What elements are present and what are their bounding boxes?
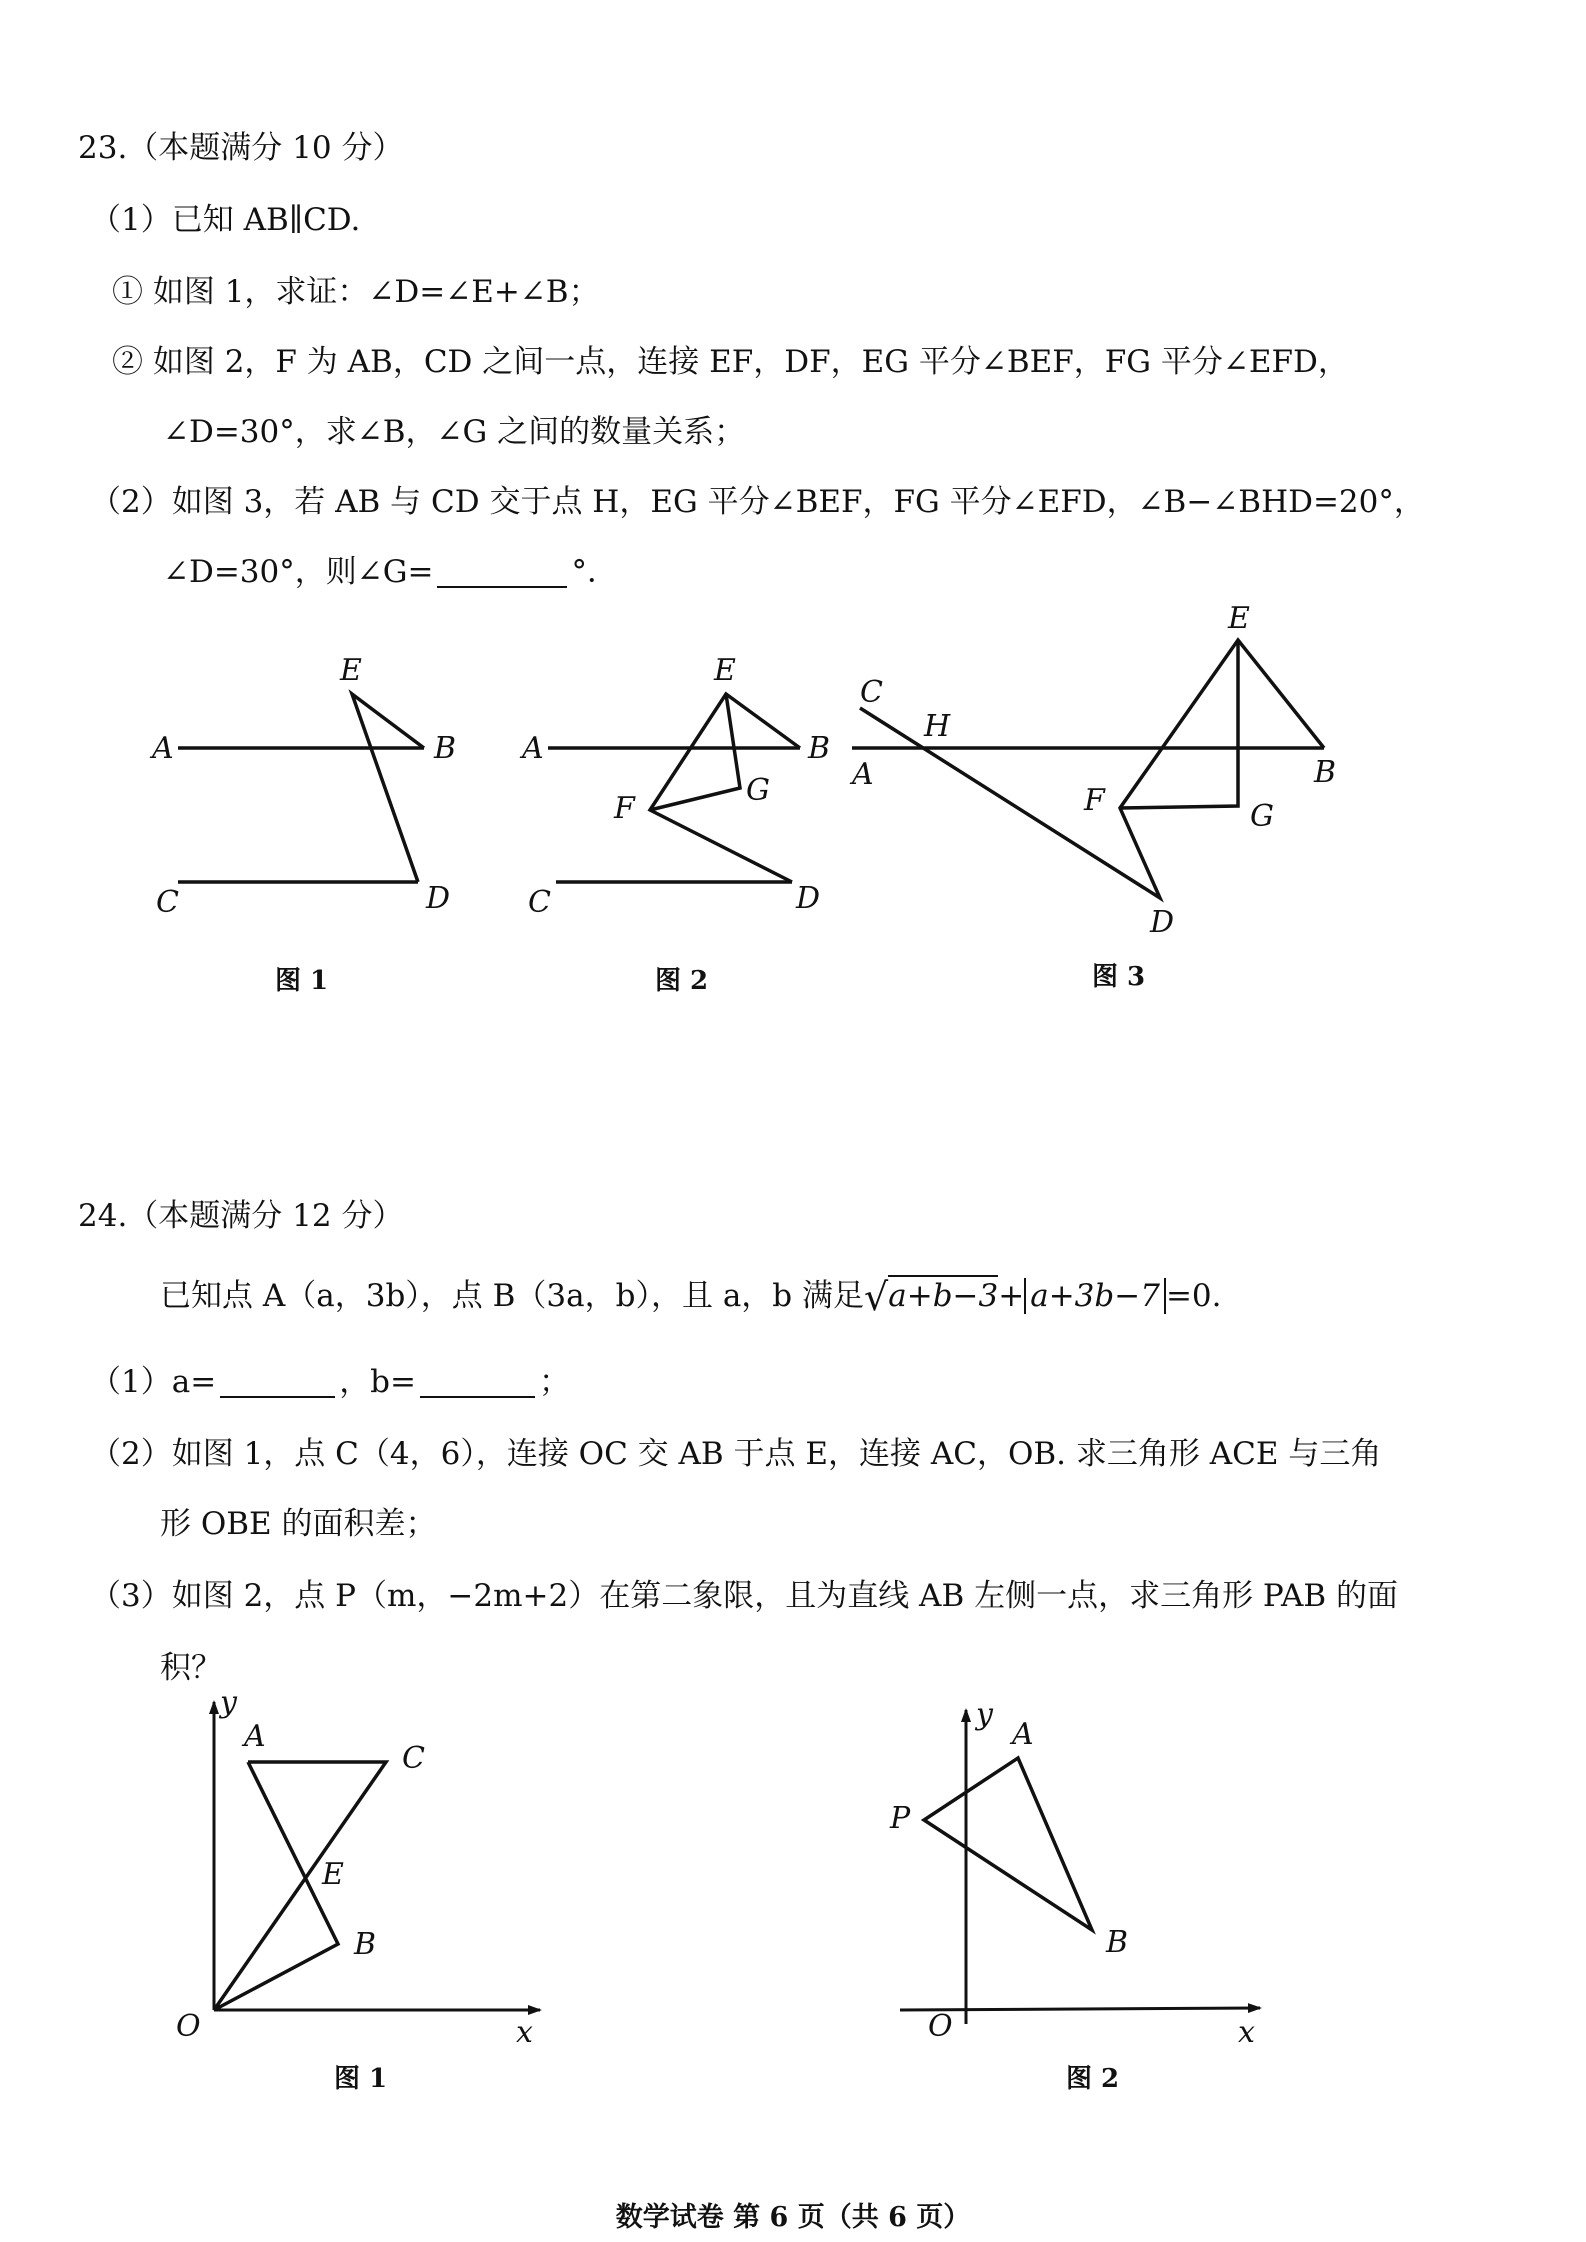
label-e: E bbox=[1228, 601, 1250, 636]
q24-given-text: 已知点 A（a，3b），点 B（3a，b），且 a，b 满足 bbox=[160, 1278, 865, 1314]
q23-part1-2b: ∠D=30°，求∠B，∠G 之间的数量关系； bbox=[163, 414, 746, 450]
label-g: G bbox=[1250, 799, 1274, 834]
label-x: x bbox=[516, 2015, 533, 2050]
label-d: D bbox=[426, 881, 451, 916]
label-y: y bbox=[976, 1697, 993, 1732]
q24-header: 24.（本题满分 12 分） bbox=[78, 1198, 404, 1234]
radical-sign: √ bbox=[864, 1275, 889, 1319]
label-x: x bbox=[1238, 2015, 1255, 2050]
polyline-e-g-f bbox=[650, 694, 740, 810]
label-o: O bbox=[176, 2009, 201, 2044]
q24-figure-1-caption: 图 1 bbox=[334, 2064, 388, 2094]
q23-figure-3-caption: 图 3 bbox=[1092, 962, 1146, 992]
label-g: G bbox=[746, 773, 770, 808]
q23-part2b-post: °． bbox=[571, 554, 618, 590]
q24-part3b: 积？ bbox=[160, 1650, 222, 1686]
q24-figure-2-caption: 图 2 bbox=[1066, 2064, 1120, 2094]
q23-figure-2 bbox=[510, 640, 850, 930]
q24-figure-1 bbox=[160, 1685, 560, 2050]
page-footer: 数学试卷 第 6 页（共 6 页） bbox=[615, 2202, 971, 2233]
equals-zero: =0. bbox=[1165, 1278, 1222, 1314]
x-axis bbox=[900, 2008, 1260, 2010]
q23-part1-1: ① 如图 1，求证：∠D=∠E+∠B； bbox=[112, 274, 600, 310]
q23-part1-2a: ② 如图 2，F 为 AB，CD 之间一点，连接 EF，DF，EG 平分∠BEF，FG 平分∠EFD， bbox=[112, 344, 1349, 380]
q23-figure-3 bbox=[840, 598, 1360, 938]
label-d: D bbox=[1150, 905, 1175, 940]
q24-part1-b: ，b= bbox=[339, 1364, 417, 1400]
q23-header: 23.（本题满分 10 分） bbox=[78, 130, 404, 166]
sqrt-radicand: a+b−3 bbox=[888, 1275, 998, 1314]
q24-figure-2 bbox=[880, 1690, 1280, 2050]
answer-blank-angle-g[interactable] bbox=[437, 556, 567, 588]
label-d: D bbox=[796, 881, 821, 916]
label-a: A bbox=[244, 1719, 266, 1754]
q24-part1-a: （1）a= bbox=[90, 1364, 217, 1400]
answer-blank-b[interactable] bbox=[420, 1366, 535, 1398]
polyline-b-e-f-d bbox=[650, 694, 800, 882]
label-b: B bbox=[1314, 755, 1337, 790]
label-b: B bbox=[808, 731, 831, 766]
label-a: A bbox=[522, 731, 544, 766]
polyline-c-d-f-e-b bbox=[860, 640, 1324, 898]
q24-part3a: （3）如图 2，点 P（m，−2m+2）在第二象限，且为直线 AB 左侧一点，求三角形 PAB 的面 bbox=[90, 1578, 1398, 1614]
q24-part1-end: ； bbox=[539, 1364, 571, 1400]
label-b: B bbox=[1106, 1925, 1129, 1960]
polyline-a-c-o-b-a bbox=[214, 1762, 386, 2010]
q23-part2b-pre: ∠D=30°，则∠G= bbox=[163, 554, 434, 590]
label-h: H bbox=[924, 709, 951, 744]
q24-part2b: 形 OBE 的面积差； bbox=[160, 1506, 437, 1542]
plus-sign: + bbox=[998, 1278, 1025, 1314]
label-a: A bbox=[852, 757, 874, 792]
label-f: F bbox=[614, 791, 635, 826]
q23-part1: （1）已知 AB∥CD. bbox=[90, 202, 361, 238]
label-o: O bbox=[928, 2009, 953, 2044]
label-c: C bbox=[860, 675, 883, 710]
q23-part2a: （2）如图 3，若 AB 与 CD 交于点 H，EG 平分∠BEF，FG 平分∠EFD，∠B−∠BHD=20°， bbox=[90, 484, 1425, 520]
abs-expression: a+3b−7 bbox=[1024, 1278, 1166, 1314]
label-e: E bbox=[714, 653, 736, 688]
label-p: P bbox=[890, 1801, 911, 1836]
triangle-pab bbox=[924, 1758, 1092, 1930]
q23-figure-1-caption: 图 1 bbox=[275, 966, 329, 996]
q23-figure-1 bbox=[140, 640, 480, 930]
label-c: C bbox=[156, 885, 179, 920]
label-y: y bbox=[220, 1685, 237, 1720]
label-b: B bbox=[434, 731, 457, 766]
answer-blank-a[interactable] bbox=[220, 1366, 335, 1398]
q24-part2a: （2）如图 1，点 C（4，6），连接 OC 交 AB 于点 E，连接 AC，OB. 求三角形 ACE 与三角 bbox=[90, 1436, 1382, 1472]
label-b: B bbox=[354, 1927, 377, 1962]
label-a: A bbox=[152, 731, 174, 766]
label-e: E bbox=[322, 1857, 344, 1892]
q24-part1 bbox=[90, 1362, 570, 1402]
polyline-b-e-d bbox=[352, 694, 424, 882]
label-c: C bbox=[528, 885, 551, 920]
q23-part2b bbox=[163, 552, 618, 592]
label-a: A bbox=[1012, 1717, 1034, 1752]
sqrt-expression bbox=[864, 1276, 998, 1317]
q23-figure-2-caption: 图 2 bbox=[655, 966, 709, 996]
q24-given bbox=[160, 1276, 1222, 1317]
label-e: E bbox=[340, 653, 362, 688]
label-f: F bbox=[1084, 783, 1105, 818]
label-c: C bbox=[402, 1741, 425, 1776]
